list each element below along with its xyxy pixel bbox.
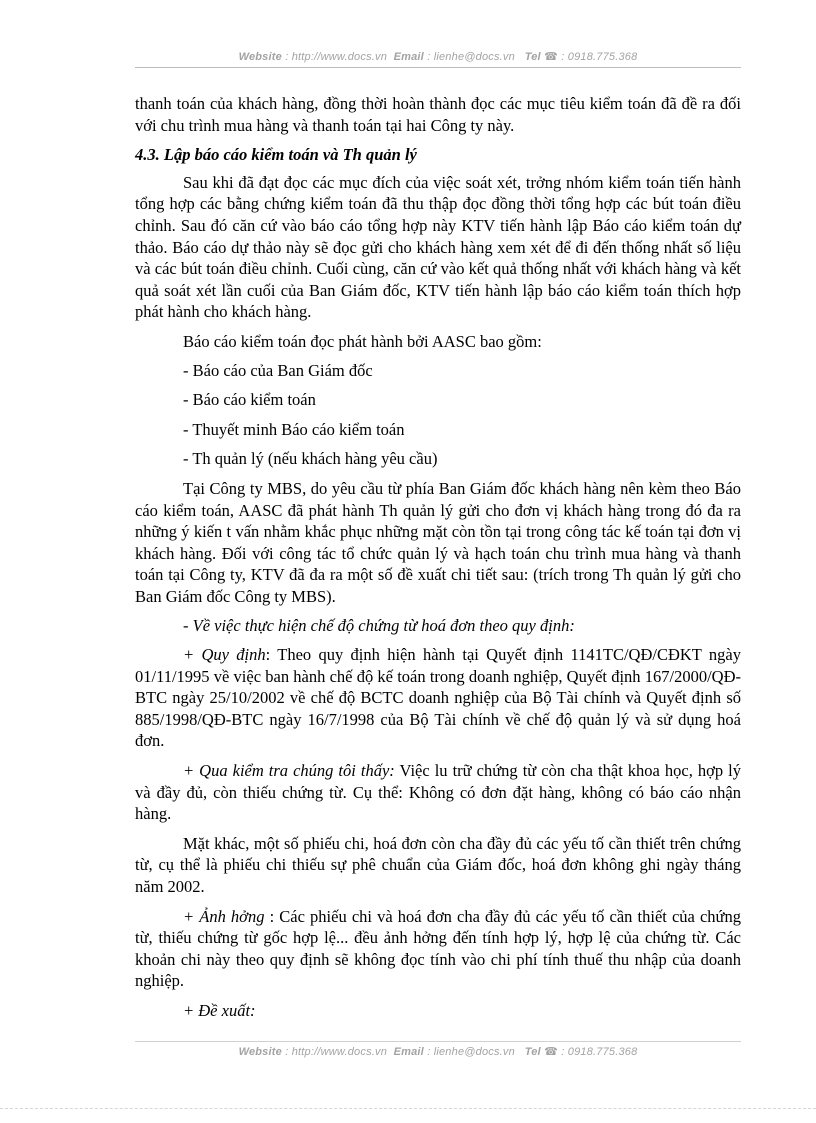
regulation-label: + Quy định — [183, 645, 266, 665]
email-link[interactable]: : lienhe@docs.vn — [427, 51, 515, 63]
paragraph-report-list-intro: Báo cáo kiểm toán đọc phát hành bởi AASC bao gồm: — [183, 331, 542, 351]
list-item: - Thuyết minh Báo cáo kiểm toán — [183, 419, 405, 439]
list-item: - Báo cáo kiểm toán — [183, 390, 316, 410]
list-item: - Báo cáo của Ban Giám đốc — [183, 360, 373, 380]
page-header — [135, 50, 741, 68]
tel-value: ☎ : 0918.775.368 — [544, 51, 638, 63]
paragraph-findings — [135, 760, 741, 825]
section-heading: 4.3. Lập báo cáo kiểm toán và Th quản lý — [135, 145, 417, 165]
paragraph-intro: thanh toán của khách hàng, đồng thời hoàn thành đọc các mục tiêu kiểm toán đã đề ra đối với chu trình mua hàng và thanh toán tại hai Công ty này. — [135, 94, 741, 135]
tel-value: ☎ : 0918.775.368 — [544, 1046, 638, 1058]
email-label: Email — [393, 51, 424, 63]
website-link[interactable]: : http://www.docs.vn — [285, 51, 388, 63]
page-footer — [135, 1041, 741, 1058]
findings-text: Việc lu trữ chứng từ còn cha thật khoa học, hợp lý và đầy đủ, còn thiếu chứng từ. Cụ thể: Không có đơn đặt hàng, không có báo cáo nhận hàng. — [135, 761, 741, 824]
impact-label: + Ảnh hởng — [183, 906, 265, 926]
website-link[interactable]: : http://www.docs.vn — [285, 1046, 388, 1058]
tel-label: Tel — [524, 1046, 541, 1058]
page-bottom-divider — [0, 1108, 816, 1109]
paragraph-proposal: + Đề xuất: — [183, 1000, 256, 1020]
regulation-text: : Theo quy định hiện hành tại Quyết định 1141TC/QĐ/CĐKT ngày 01/11/1995 về việc ban hành chế độ kế toán trong doanh nghiệp, Quyết định 167/2000/QĐ-BTC ngày 25/10/2002 về chế độ BCTC doanh nghiệp của Bộ Tài chính và Quyết định số 885/1998/QĐ-BTC ngày 16/7/1998 của Bộ Tài chính về chế độ quản lý và sử dụng hoá đơn. — [135, 645, 741, 751]
email-label: Email — [393, 1046, 424, 1058]
paragraph-additional: Mặt khác, một số phiếu chi, hoá đơn còn cha đầy đủ các yếu tố cần thiết trên chứng từ, cụ thể là phiếu chi thiếu sự phê chuẩn của Giám đốc, hoá đơn không ghi ngày tháng năm 2002. — [135, 833, 741, 896]
tel-label: Tel — [524, 51, 541, 63]
paragraph-process: Sau khi đã đạt đọc các mục đích của việc soát xét, trởng nhóm kiểm toán tiến hành tổng hợp các bằng chứng kiểm toán đã thu thập đọc đồng thời tổng hợp các bút toán điều chỉnh. Sau đó căn cứ vào báo cáo tổng hợp này KTV tiến hành lập Báo cáo kiểm toán dự thảo. Báo cáo dự thảo này sẽ đọc gửi cho khách hàng xem xét để đi đến thống nhất số liệu và các bút toán điều chỉnh. Cuối cùng, căn cứ vào kết quả thống nhất với khách hàng và kết quả soát xét lần cuối của Ban Giám đốc, KTV tiến hành lập báo cáo kiểm toán thích hợp phát hành cho khách hàng. — [135, 172, 741, 322]
paragraph-subheading: - Về việc thực hiện chế độ chứng từ hoá đơn theo quy định: — [183, 616, 575, 636]
paragraph-impact — [135, 906, 741, 992]
paragraph-mbs: Tại Công ty MBS, do yêu cầu từ phía Ban Giám đốc khách hàng nên kèm theo Báo cáo kiểm toán, AASC đã phát hành Th quản lý gửi cho đơn vị khách hàng trong đó đa ra những ý kiến t vấn nhằm khắc phục những mặt còn tồn tại trong công tác kế toán tại đơn vị khách hàng. Đối với công tác tổ chức quản lý và hạch toán chu trình mua hàng và thanh toán tại Công ty, KTV đã đa ra một số đề xuất chi tiết sau: (trích trong Th quản lý gửi cho Ban Giám đốc Công ty MBS). — [135, 478, 741, 606]
website-label: Website — [238, 51, 282, 63]
document-body — [135, 93, 741, 1022]
website-label: Website — [238, 1046, 282, 1058]
email-link[interactable]: : lienhe@docs.vn — [427, 1046, 515, 1058]
findings-label: + Qua kiểm tra chúng tôi thấy: — [183, 761, 395, 781]
impact-text: : Các phiếu chi và hoá đơn cha đầy đủ các yếu tố cần thiết của chứng từ, thiếu chứng từ gốc hợp lệ... đều ảnh hởng đến tính hợp lý, hợp lệ của chứng từ. Các khoản chi này theo quy định sẽ không đọc tính vào chi phí tính thuế thu nhập của doanh nghiệp. — [135, 906, 741, 991]
paragraph-regulation — [135, 644, 741, 752]
list-item: - Th quản lý (nếu khách hàng yêu cầu) — [183, 449, 438, 469]
